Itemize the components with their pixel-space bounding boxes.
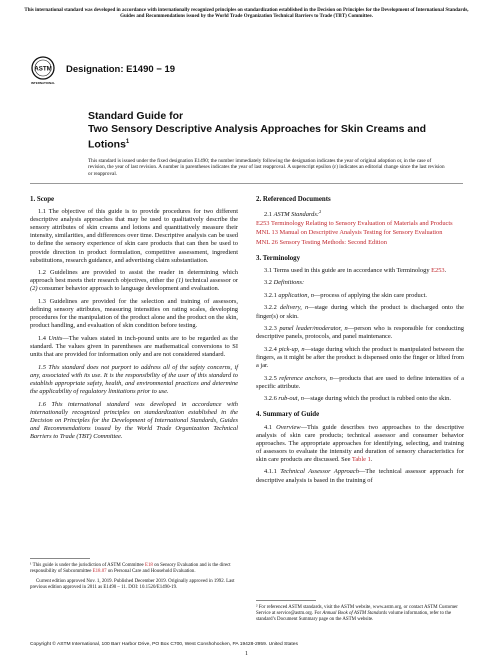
- paragraph-1-3: 1.3 Guidelines are provided for the selection and training of assessors, defining sensory attributes, measuring intensities on rating scales, developing procedures for the manipulation of the product alone and the product on the skin, product handling, and evaluation of skin condition before testing.: [30, 298, 238, 330]
- terminology-link-e253[interactable]: E253: [431, 266, 445, 274]
- title-main: [88, 123, 458, 152]
- text-run-italic: ASTM Standards:: [273, 211, 319, 219]
- section-heading-terminology: 3. Terminology: [256, 254, 301, 262]
- paragraph-1-1: 1.1 The objective of this guide is to provide procedures for two different descriptive analysis approaches that may be used to qualitatively describe the sensory attributes of skin creams and lotions and quantitatively measure their intensity, similarities, and differences over time. Descriptive analysis can be used to define the sensory experience of skin care products that can then be used to provide direction in product formulation, competitive assessment, ingredient substitutions, research guidance, and advertising claim substantiation.: [30, 208, 238, 264]
- definition-term: reference anchors, n: [279, 374, 333, 382]
- right-column: [256, 196, 464, 489]
- text-run: 3.2: [264, 279, 274, 287]
- text-run-italic: (2): [30, 285, 38, 293]
- definition-term: rub-out, n: [278, 395, 304, 403]
- text-run-italic: Definitions:: [273, 279, 305, 287]
- title-kicker: Standard Guide for: [88, 110, 184, 122]
- definition-number: 3.2.5: [264, 374, 280, 382]
- definition-text: —stage during which the product is rubbed onto the skin.: [303, 395, 451, 403]
- definition-number: 3.2.4: [264, 345, 279, 353]
- paragraph-4-1-1: [256, 468, 464, 484]
- footnote-2: [256, 605, 464, 623]
- reference-title[interactable]: Manual on Descriptive Analysis Testing for Sensory Evaluation: [277, 229, 443, 237]
- text-run: —This guide describes two approaches to the descriptive analysis of skin care products; technical assessor and consumer behavior approaches. The appropriate approaches for identifying, selecting, and training of assessors to evaluate the intensity and duration of sensory characteristics for skin care products are discussed. See: [256, 423, 464, 463]
- paragraph-2-1: [256, 208, 464, 219]
- reference-link-mnl26[interactable]: MNL 26: [256, 238, 278, 246]
- astm-logo: [30, 56, 56, 86]
- paragraph-1-5: 1.5 This standard does not purport to address all of the safety concerns, if any, associated with its use. It is the responsibility of the user of this standard to establish appropriate safety, health, and environmental practices and determine the applicability of regulatory limitations prior to use.: [30, 363, 238, 395]
- footnote-mark: 2: [318, 209, 322, 215]
- reference-mnl26: [256, 239, 464, 247]
- paragraph-1-6: 1.6 This international standard was developed in accordance with internationally recognized principles on standardization established in the Decision on Principles for the Development of International Standards, Guides and Recommendations issued by the World Trade Organization Technical Barriers to Trade (TBT) Committee.: [30, 400, 238, 440]
- text-run: volume information, refer to the standard’s Document Summary page on the ASTM website.: [256, 611, 452, 622]
- title-footnote-mark: 1: [125, 139, 130, 145]
- definition-text: —person who is responsible for conducting descriptive panels, protocols, and panel maintenance.: [256, 325, 465, 341]
- text-run-italic: Units: [48, 334, 63, 342]
- text-run: on Personal Care and Household Evaluation.: [106, 569, 196, 574]
- text-run: 1.4: [38, 334, 49, 342]
- subcommittee-link[interactable]: E18.07: [92, 569, 107, 574]
- definition-text: —process of applying the skin care product.: [313, 291, 427, 299]
- section-heading-scope: 1. Scope: [30, 196, 55, 203]
- reference-title[interactable]: Terminology Relating to Sensory Evaluation of Materials and Products: [269, 220, 453, 228]
- definition-pick-up: [256, 346, 464, 370]
- definition-term: pick-up, n: [278, 345, 305, 353]
- document-title: [88, 110, 458, 152]
- definition-term: delivery, n: [279, 304, 309, 312]
- definition-panel-leader: [256, 325, 464, 341]
- definition-reference-anchors: [256, 375, 464, 391]
- text-run: consumer behavior approach to language development and evaluation.: [37, 285, 220, 293]
- text-run-italic: Technical Assessor Approach: [280, 468, 359, 476]
- definition-application: [256, 292, 464, 300]
- definition-number: 3.2.3: [264, 325, 280, 333]
- text-run: ¹ This guide is under the jurisdiction of ASTM Committee: [30, 563, 145, 568]
- text-run-italic: (1): [175, 277, 184, 285]
- top-note: This international standard was developed in accordance with internationally recognized principles on standardization established in the Decision on Principles for the Development of International Standards, Guides and Recommendations issued by the World Trade Organization Technical Barriers to Trade (TBT) Committee.: [24, 8, 469, 20]
- definition-text: —stage during which the product is discharged onto the finger(s) or skin.: [256, 304, 464, 320]
- definition-rub-out: [256, 395, 464, 403]
- footnote-divider-left: [30, 558, 90, 559]
- text-run: —The values stated in inch-pound units are to be regarded as the standard. The values given in parentheses are mathematical conversions to SI units that are provided for information only and are not considered standard.: [30, 334, 238, 359]
- text-run: 1.2 Guidelines are provided to assist the reader in determining which approach best meets their research objectives, either the: [30, 269, 238, 285]
- text-run: .: [370, 455, 373, 463]
- section-heading-referenced-documents: 2. Referenced Documents: [256, 196, 331, 203]
- reference-link-mnl13[interactable]: MNL 13: [256, 229, 278, 237]
- definition-delivery: [256, 304, 464, 320]
- definition-term: application, n: [278, 291, 314, 299]
- text-run: 2.1: [264, 211, 274, 219]
- text-run: 4.1: [264, 423, 277, 431]
- definition-number: 3.2.2: [264, 304, 280, 312]
- table-1-link[interactable]: Table 1: [351, 455, 371, 463]
- text-run: 3.1 Terms used in this guide are in accordance with Terminology: [264, 266, 432, 274]
- definition-term: panel leader/moderator, n: [279, 325, 348, 333]
- paragraph-4-1: [256, 424, 464, 464]
- text-run: ² For referenced ASTM standards, visit the ASTM website, www.astm.org, or contact ASTM Customer Service at service@astm.org. For: [256, 605, 458, 616]
- reference-title[interactable]: Sensory Testing Methods: Second Edition: [277, 238, 387, 246]
- left-column: [30, 196, 238, 446]
- text-run-italic: Annual Book of ASTM Standards: [322, 611, 388, 616]
- paragraph-3-2: [256, 279, 464, 287]
- definition-text: —stage during which the product is manipulated between the fingers, as it might be after the product is dispensed onto the finger or lifted from a jar.: [256, 345, 464, 370]
- header-divider: [30, 183, 463, 184]
- text-run: technical assessor or: [183, 277, 238, 285]
- text-run: —The technical assessor approach for descriptive analysis is based in the training of: [256, 468, 464, 484]
- paragraph-1-2: [30, 269, 238, 293]
- reference-mnl13: [256, 229, 464, 237]
- committee-link[interactable]: E18: [144, 563, 153, 568]
- title-main-text: Two Sensory Descriptive Analysis Approaches for Skin Creams and Lotions: [88, 123, 427, 151]
- logo-text: ASTM: [34, 65, 52, 73]
- text-run: .: [444, 266, 447, 274]
- definition-text: —products that are used to define intensities of a specific attribute.: [256, 374, 464, 390]
- footnote-divider-right: [256, 600, 316, 601]
- copyright-footer: Copyright © ASTM International, 100 Barr Harbor Drive, PO Box C700, West Conshohocken, PA 19428-2959. United States: [30, 642, 298, 647]
- definition-number: 3.2.6: [264, 395, 279, 403]
- logo-subtext: INTERNATIONAL: [30, 81, 56, 85]
- reference-link-e253[interactable]: E253: [256, 220, 270, 228]
- text-run: on Sensory Evaluation and is the direct responsibility of Subcommittee: [30, 563, 231, 574]
- text-run: 4.1.1: [264, 468, 281, 476]
- footnote-1: [30, 563, 238, 591]
- definition-number: 3.2.1: [264, 291, 279, 299]
- footnote-1-para-1: [30, 563, 238, 575]
- designation: Designation: E1490 − 19: [66, 64, 176, 75]
- issue-note: This standard is issued under the fixed designation E1490; the number immediately following the designation indicates the year of original adoption or, in the case of revision, the year of last revision. A number in parentheses indicates the year of last reapproval. A superscript epsilon (ε) indicates an editorial change since the last revision or reapproval.: [88, 158, 445, 177]
- section-heading-summary: 4. Summary of Guide: [256, 411, 320, 419]
- paragraph-3-1: [256, 267, 464, 275]
- page-number: 1: [245, 651, 248, 657]
- paragraph-1-4: [30, 335, 238, 359]
- text-run-italic: Overview: [276, 423, 301, 431]
- reference-e253: [256, 220, 464, 228]
- footnote-1-para-2: Current edition approved Nov. 1, 2019. Published December 2019. Originally approved in 1992. Last previous edition approved in 2011 as E1490 – 11. DOI: 10.1520/E1490-19.: [30, 579, 235, 590]
